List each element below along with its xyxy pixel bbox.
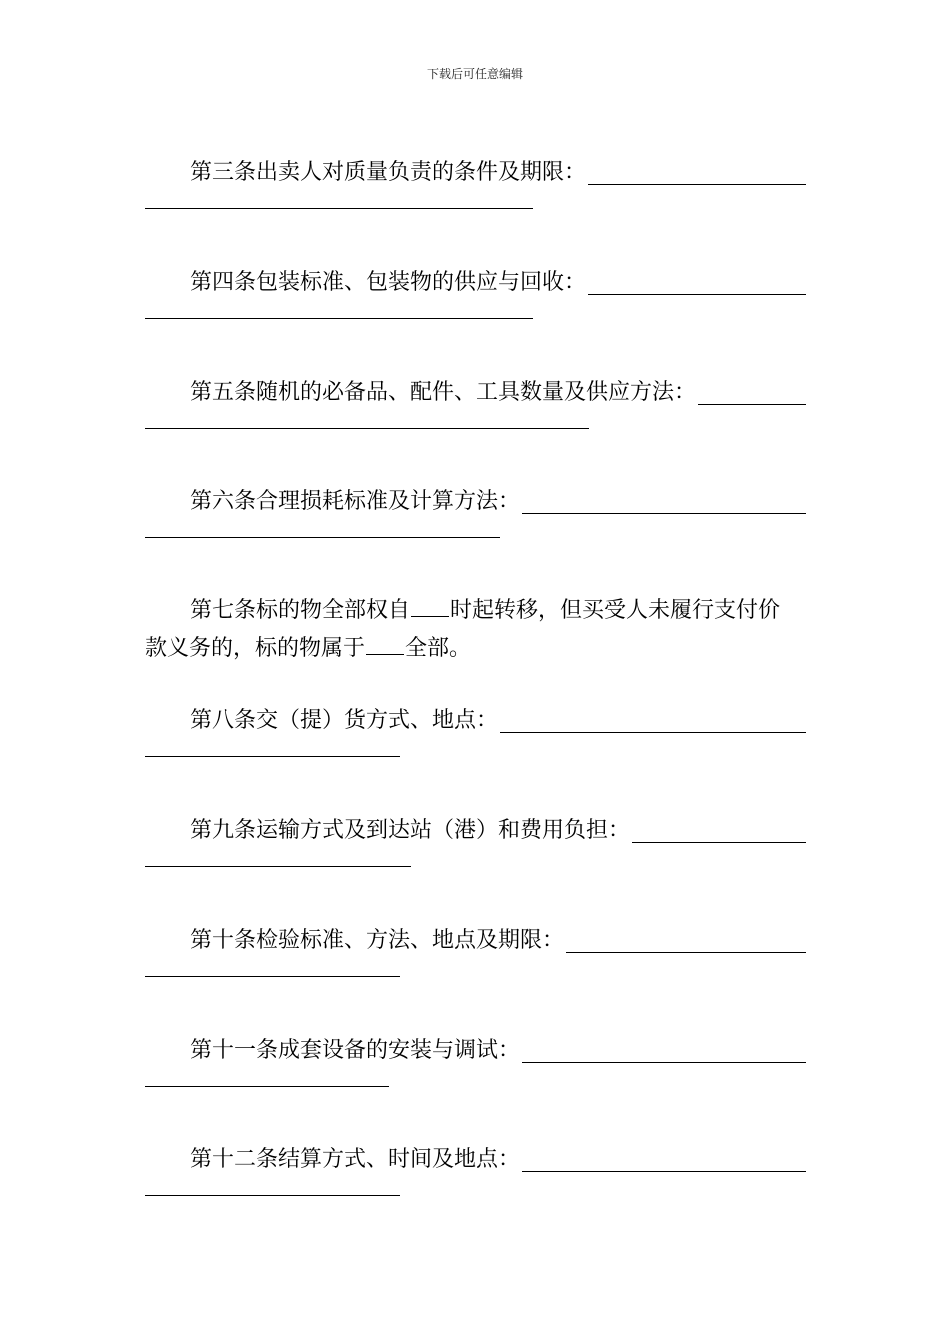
clause-4: [145, 264, 806, 319]
clause-3-blank[interactable]: [588, 184, 806, 185]
clause-9-blank-continued[interactable]: [145, 866, 411, 867]
clause-4-blank[interactable]: [588, 294, 806, 295]
clause-7-text-3: 款义务的，标的物属于: [145, 636, 366, 661]
clause-9: [145, 812, 806, 867]
clause-7-text-2: 时起转移，但买受人未履行支付价: [450, 598, 781, 623]
clause-12: [145, 1141, 806, 1196]
clause-4-blank-continued[interactable]: [145, 318, 533, 319]
clause-4-line: [145, 264, 806, 302]
clause-9-label: 第九条运输方式及到达站（港）和费用负担：: [190, 818, 631, 843]
clause-11-label: 第十一条成套设备的安装与调试：: [190, 1038, 521, 1063]
clause-3: [145, 154, 806, 209]
clause-12-blank-continued[interactable]: [145, 1195, 400, 1196]
clause-11: [145, 1032, 806, 1087]
clause-6: [145, 483, 806, 538]
clause-12-line: [145, 1141, 806, 1179]
clause-3-line: [145, 154, 806, 192]
clause-9-line: [145, 812, 806, 850]
clause-12-blank[interactable]: [522, 1171, 806, 1172]
clause-8-blank-continued[interactable]: [145, 756, 400, 757]
clause-7-blank-1[interactable]: [411, 596, 449, 617]
clause-8: [145, 702, 806, 757]
clause-5-line: [145, 374, 806, 412]
clause-10-label: 第十条检验标准、方法、地点及期限：: [190, 928, 565, 953]
clause-3-label: 第三条出卖人对质量负责的条件及期限：: [190, 160, 587, 185]
clause-5-blank[interactable]: [698, 404, 806, 405]
clause-8-blank[interactable]: [500, 732, 806, 733]
clause-11-line: [145, 1032, 806, 1070]
clause-8-line: [145, 702, 806, 740]
clause-11-blank[interactable]: [522, 1062, 806, 1063]
clause-5-blank-continued[interactable]: [145, 428, 589, 429]
clause-7-line-1: [145, 592, 806, 630]
clause-7-line-2: [145, 630, 806, 668]
clause-3-blank-continued[interactable]: [145, 208, 533, 209]
clause-6-blank[interactable]: [522, 513, 806, 514]
clause-7-text-1: 第七条标的物全部权自: [190, 598, 411, 623]
clause-5-label: 第五条随机的必备品、配件、工具数量及供应方法：: [190, 380, 697, 405]
clause-10-blank[interactable]: [566, 952, 806, 953]
clause-4-label: 第四条包装标准、包装物的供应与回收：: [190, 270, 587, 295]
clause-10-line: [145, 922, 806, 960]
clause-7-blank-2[interactable]: [366, 634, 404, 655]
clause-7-text-4: 全部。: [405, 636, 472, 661]
clause-10-blank-continued[interactable]: [145, 976, 400, 977]
clause-8-label: 第八条交（提）货方式、地点：: [190, 708, 499, 733]
clause-10: [145, 922, 806, 977]
page-header-note: 下载后可任意编辑: [426, 67, 523, 81]
clause-11-blank-continued[interactable]: [145, 1086, 389, 1087]
clause-5: [145, 374, 806, 429]
clause-6-line: [145, 483, 806, 521]
clause-6-blank-continued[interactable]: [145, 537, 500, 538]
clause-12-label: 第十二条结算方式、时间及地点：: [190, 1147, 521, 1172]
clause-9-blank[interactable]: [632, 842, 806, 843]
clause-6-label: 第六条合理损耗标准及计算方法：: [190, 489, 521, 514]
clause-7: [145, 592, 806, 668]
